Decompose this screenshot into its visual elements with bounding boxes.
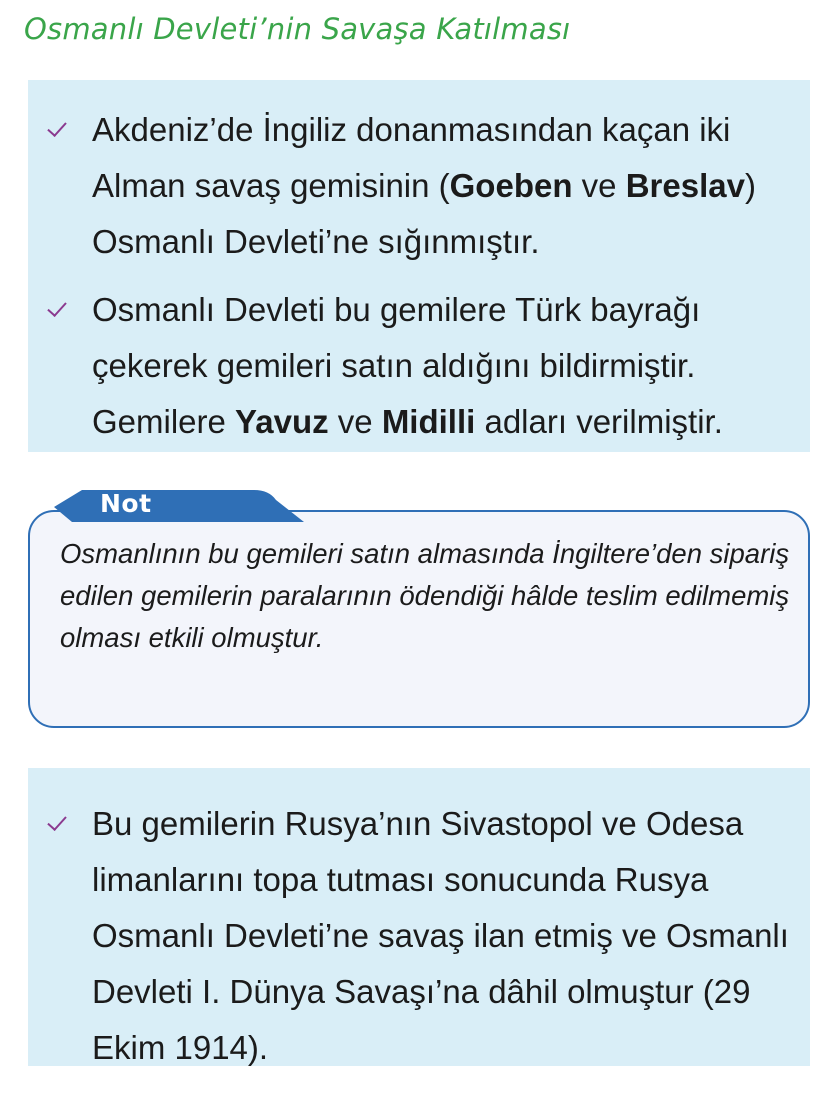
bullet-text: ve [328, 403, 382, 440]
bullet-item-ships-purchase [28, 282, 810, 450]
checkmark-icon [47, 117, 66, 137]
checkmark-icon [47, 297, 66, 317]
bullet-text: Osmanlı Devleti bu gemilere Türk bayrağı çekerek gemileri satın aldığını bildirmiştir. Gemilere [92, 291, 701, 440]
ship-name-goeben: Goeben [449, 167, 573, 204]
bullet-item-war-entry [28, 796, 810, 1076]
page-title: Osmanlı Devleti’nin Savaşa Katılması [24, 12, 571, 46]
note-label: Not [100, 489, 152, 518]
ship-name-yavuz: Yavuz [235, 403, 329, 440]
checkmark-icon [47, 811, 66, 831]
bullet-item-ships-escape [28, 102, 810, 270]
info-box-ships [28, 80, 810, 452]
bullet-text: ve [572, 167, 626, 204]
bullet-text: Bu gemilerin Rusya’nın Sivastopol ve Odesa limanlarını topa tutması sonucunda Rusya Osmanlı Devleti’ne savaş ilan etmiş ve Osmanlı Devleti I. Dünya Savaşı’na dâhil olmuştur (29 Ekim 1914). [92, 805, 789, 1066]
bullet-text: adları verilmiştir. [475, 403, 723, 440]
bullet-text: Akdeniz’de İngiliz donanmasından kaçan iki Alman savaş gemisinin ( [92, 111, 731, 204]
note-tab [54, 488, 304, 526]
note-text: Osmanlının bu gemileri satın almasında İngiltere’den sipariş edilen gemilerin paralarının ödendiği hâlde teslim edilmemiş olması etkili olmuştur. [60, 538, 790, 653]
ship-name-breslav: Breslav [625, 167, 745, 204]
bullet-text: ) Osmanlı Devleti’ne sığınmıştır. [92, 167, 756, 260]
info-box-war-entry [28, 768, 810, 1066]
ship-name-midilli: Midilli [381, 403, 476, 440]
